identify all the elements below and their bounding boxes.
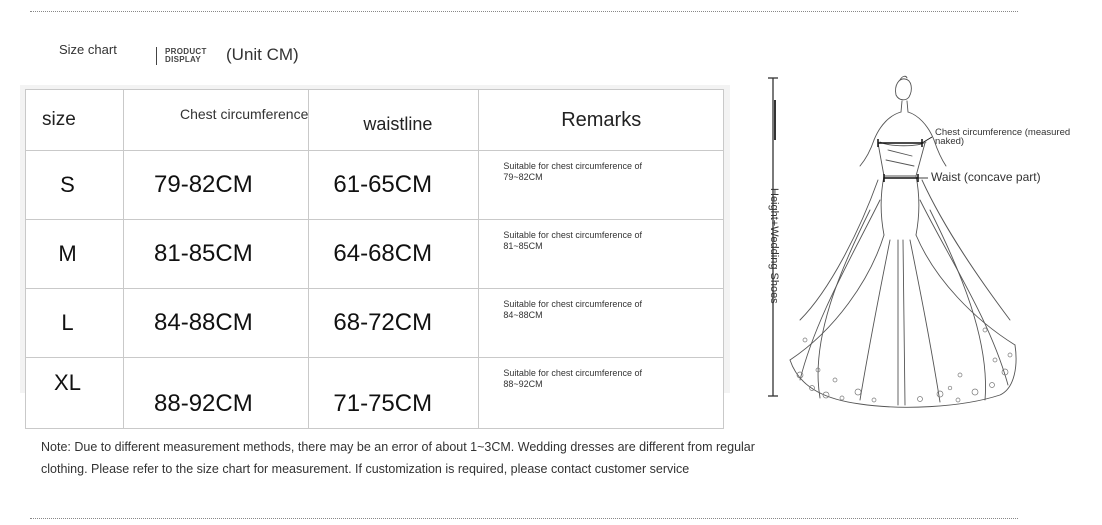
chest-label-line-2: naked) (935, 136, 965, 147)
waist-cell: 68-72CM (309, 289, 479, 358)
header-chest (124, 90, 309, 151)
header-chest-text: Chest circumference (180, 106, 309, 122)
header-waist-text: waistline (363, 113, 433, 134)
header-waist (309, 90, 479, 151)
unit-label: (Unit CM) (226, 45, 299, 64)
remark-line-1: Suitable for chest circumference of (503, 299, 642, 309)
chest-measure-label (935, 128, 1100, 146)
chest-cell: 81-85CM (124, 220, 309, 289)
remark-cell (479, 220, 724, 289)
size-cell: S (26, 151, 124, 220)
badge-line-1: PRODUCT (165, 47, 207, 56)
waist-cell: 64-68CM (309, 220, 479, 289)
wedding-dress-sketch (764, 70, 1102, 410)
product-display-badge (165, 48, 207, 64)
table-row-l (26, 289, 724, 358)
badge-line-2: DISPLAY (165, 55, 202, 64)
table-row-s (26, 151, 724, 220)
size-chart-title: Size chart (59, 42, 117, 57)
chest-cell: 88-92CM (124, 358, 309, 429)
waist-measure-label: Waist (concave part) (931, 170, 1041, 184)
waist-measure-marker (884, 174, 928, 182)
size-cell: L (26, 289, 124, 358)
note-line-2: clothing. Please refer to the size chart for measurement. If customization is required, please contact customer service (41, 462, 690, 476)
remark-cell (479, 358, 724, 429)
remark-cell (479, 289, 724, 358)
remark-line-2: 79~82CM (503, 172, 543, 182)
chest-label-line-1: Chest circumference (measured (935, 127, 1071, 138)
title-separator (156, 47, 157, 65)
top-divider (30, 11, 1018, 12)
chest-cell: 79-82CM (124, 151, 309, 220)
measurement-note (41, 436, 801, 480)
remark-line-1: Suitable for chest circumference of (503, 230, 642, 240)
height-label: Height+Wedding Shoes (768, 188, 780, 304)
header-remarks: Remarks (479, 90, 724, 151)
remark-line-2: 84~88CM (503, 310, 543, 320)
remark-line-1: Suitable for chest circumference of (503, 368, 642, 378)
remark-line-2: 88~92CM (503, 379, 543, 389)
table-row-m (26, 220, 724, 289)
remark-line-1: Suitable for chest circumference of (503, 161, 642, 171)
remark-line-2: 81~85CM (503, 241, 543, 251)
waist-cell: 61-65CM (309, 151, 479, 220)
bottom-divider (30, 518, 1018, 519)
size-cell: XL (26, 358, 124, 429)
remark-cell (479, 151, 724, 220)
header-size: size (26, 90, 124, 151)
size-table (25, 89, 724, 429)
note-line-1: Note: Due to different measurement methods, there may be an error of about 1~3CM. Wedding dresses are different from regular (41, 440, 755, 454)
table-row-xl (26, 358, 724, 429)
table-header-row (26, 90, 724, 151)
dress-outline-icon (790, 76, 1016, 407)
chest-cell: 84-88CM (124, 289, 309, 358)
waist-cell: 71-75CM (309, 358, 479, 429)
size-cell: M (26, 220, 124, 289)
